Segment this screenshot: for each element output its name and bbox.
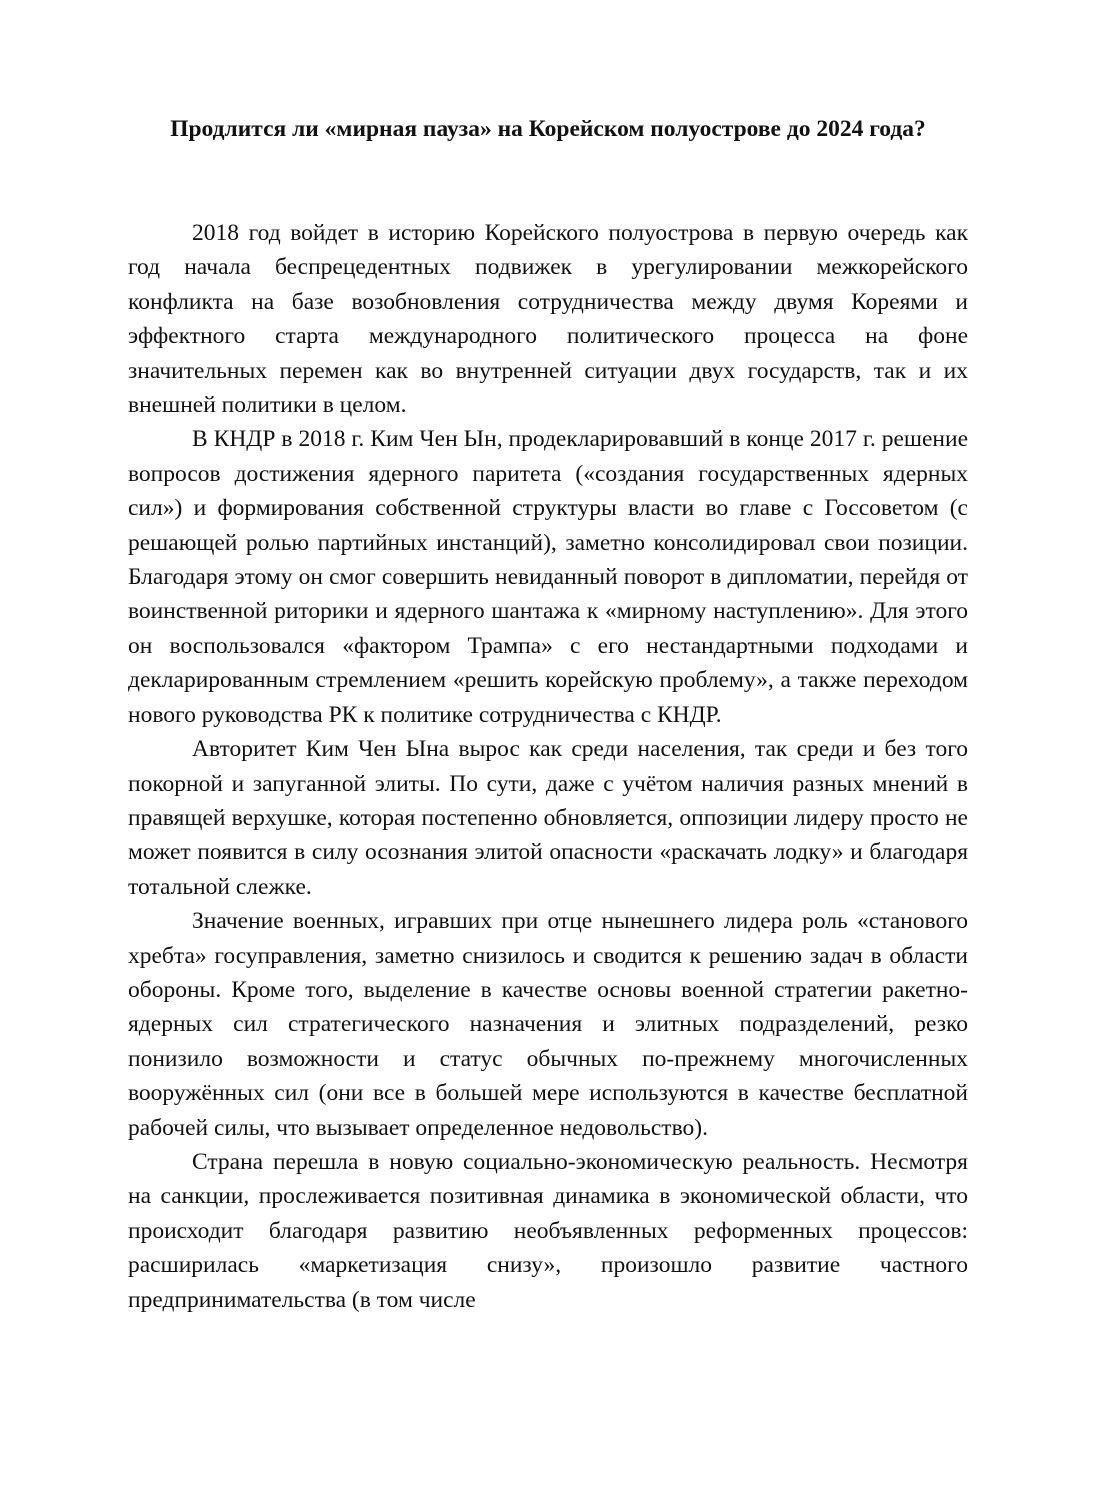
- paragraph-2: В КНДР в 2018 г. Ким Чен Ын, продекларировавший в конце 2017 г. решение вопросов достижения ядерного паритета («создания государственных ядерных сил») и формирования собственной структуры власти во главе с Госсоветом (с решающей ролью партийных инстанций), заметно консолидировал свои позиции. Благодаря этому он смог совершить невиданный поворот в дипломатии, перейдя от воинственной риторики и ядерного шантажа к «мирному наступлению». Для этого он воспользовался «фактором Трампа» с его нестандартными подходами и декларированным стремлением «решить корейскую проблему», а также переходом нового руководства РК к политике сотрудничества с КНДР.: [128, 426, 968, 728]
- document-body: [128, 216, 968, 1317]
- paragraph-3: Авторитет Ким Чен Ына вырос как среди населения, так среди и без того покорной и запуганной элиты. По сути, даже с учётом наличия разных мнений в правящей верхушке, которая постепенно обновляется, оппозиции лидеру просто не может появится в силу осознания элитой опасности «раскачать лодку» и благодаря тотальной слежке.: [128, 736, 968, 900]
- paragraph-5: Страна перешла в новую социально-экономическую реальность. Несмотря на санкции, прослеживается позитивная динамика в экономической области, что происходит благодаря развитию необъявленных реформенных процессов: расширилась «маркетизация снизу», произошло развитие частного предпринимательства (в том числе: [128, 1148, 968, 1313]
- paragraph-1: 2018 год войдет в историю Корейского полуострова в первую очередь как год начала беспрецедентных подвижек в урегулировании межкорейского конфликта на базе возобновления сотрудничества между двумя Кореями и эффектного старта международного политического процесса на фоне значительных перемен как во внутренней ситуации двух государств, так и их внешней политики в целом.: [128, 220, 968, 419]
- paragraph-4: Значение военных, игравших при отце нынешнего лидера роль «станового хребта» госуправления, заметно снизилось и сводится к решению задач в области обороны. Кроме того, выделение в качестве основы военной стратегии ракетно-ядерных сил стратегического назначения и элитных подразделений, резко понизило возможности и статус обычных по-прежнему многочисленных вооружённых сил (они все в большей мере используются в качестве бесплатной рабочей силы, что вызывает определенное недовольство).: [128, 908, 968, 1141]
- document-title: Продлится ли «мирная пауза» на Корейском полуострове до 2024 года?: [170, 116, 926, 142]
